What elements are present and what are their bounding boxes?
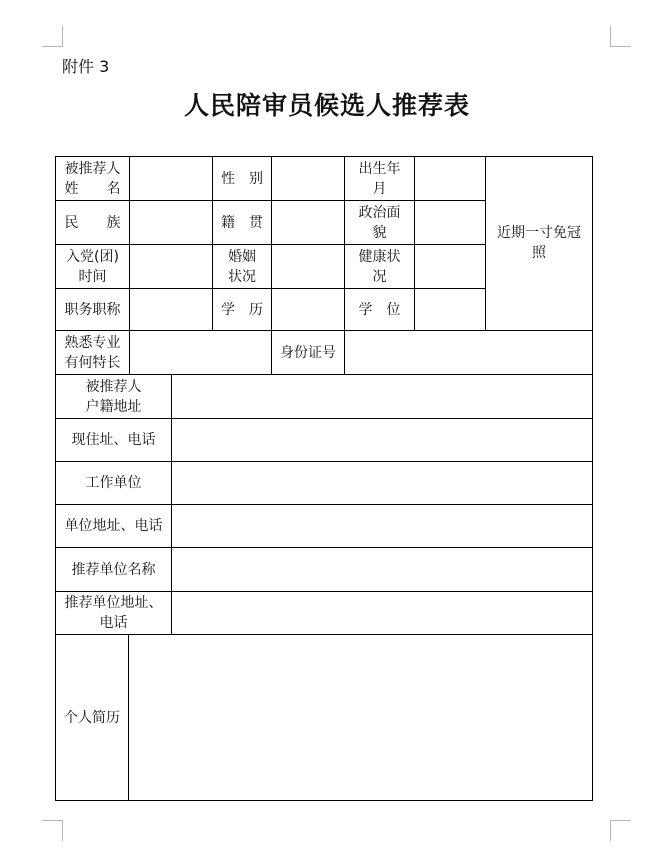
attachment-label: 附件 3 bbox=[62, 57, 110, 76]
field-workplace[interactable] bbox=[171, 461, 593, 505]
label-job-title: 职务职称 bbox=[55, 288, 130, 331]
label-specialty: 熟悉专业 有何特长 bbox=[55, 330, 130, 375]
crop-mark-bottom-right bbox=[610, 820, 631, 841]
field-party-join-time[interactable] bbox=[129, 244, 213, 289]
label-birth: 出生年 月 bbox=[344, 156, 415, 201]
field-recommender-name[interactable] bbox=[171, 547, 593, 592]
label-workplace: 工作单位 bbox=[55, 461, 172, 505]
crop-mark-top-left bbox=[42, 26, 63, 47]
field-gender[interactable] bbox=[271, 156, 345, 201]
field-work-address[interactable] bbox=[171, 504, 593, 548]
field-political-status[interactable] bbox=[414, 200, 486, 245]
photo-placeholder: 近期一寸免冠照 bbox=[485, 156, 593, 331]
label-degree: 学 位 bbox=[344, 288, 415, 331]
field-residence[interactable] bbox=[171, 418, 593, 462]
label-health-status: 健康状 况 bbox=[344, 244, 415, 289]
label-recommender-name: 推荐单位名称 bbox=[55, 547, 172, 592]
label-name: 被推荐人 姓 名 bbox=[55, 156, 130, 201]
crop-mark-top-right bbox=[610, 26, 631, 47]
page-title: 人民陪审员候选人推荐表 bbox=[183, 91, 470, 120]
label-native-place: 籍 贯 bbox=[212, 200, 272, 245]
label-resume: 个人简历 bbox=[55, 634, 129, 801]
field-birth[interactable] bbox=[414, 156, 486, 201]
field-education[interactable] bbox=[271, 288, 345, 331]
crop-mark-bottom-left bbox=[42, 820, 63, 841]
field-id-number[interactable] bbox=[344, 330, 593, 375]
label-party-join-time: 入党(团) 时间 bbox=[55, 244, 130, 289]
label-marital-status: 婚姻 状况 bbox=[212, 244, 272, 289]
field-name[interactable] bbox=[129, 156, 213, 201]
field-domicile-address[interactable] bbox=[171, 374, 593, 419]
field-health-status[interactable] bbox=[414, 244, 486, 289]
field-marital-status[interactable] bbox=[271, 244, 345, 289]
label-recommender-address: 推荐单位地址、 电话 bbox=[55, 591, 172, 635]
field-resume[interactable] bbox=[128, 634, 593, 801]
field-specialty[interactable] bbox=[129, 330, 272, 375]
label-political-status: 政治面 貌 bbox=[344, 200, 415, 245]
field-native-place[interactable] bbox=[271, 200, 345, 245]
field-ethnicity[interactable] bbox=[129, 200, 213, 245]
label-gender: 性 别 bbox=[212, 156, 272, 201]
field-degree[interactable] bbox=[414, 288, 486, 331]
recommendation-form-table bbox=[55, 156, 593, 801]
label-domicile-address: 被推荐人 户籍地址 bbox=[55, 374, 172, 419]
label-work-address: 单位地址、电话 bbox=[55, 504, 172, 548]
field-job-title[interactable] bbox=[129, 288, 213, 331]
label-education: 学 历 bbox=[212, 288, 272, 331]
label-residence: 现住址、电话 bbox=[55, 418, 172, 462]
label-ethnicity: 民 族 bbox=[55, 200, 130, 245]
field-recommender-address[interactable] bbox=[171, 591, 593, 635]
label-id-number: 身份证号 bbox=[271, 330, 345, 375]
